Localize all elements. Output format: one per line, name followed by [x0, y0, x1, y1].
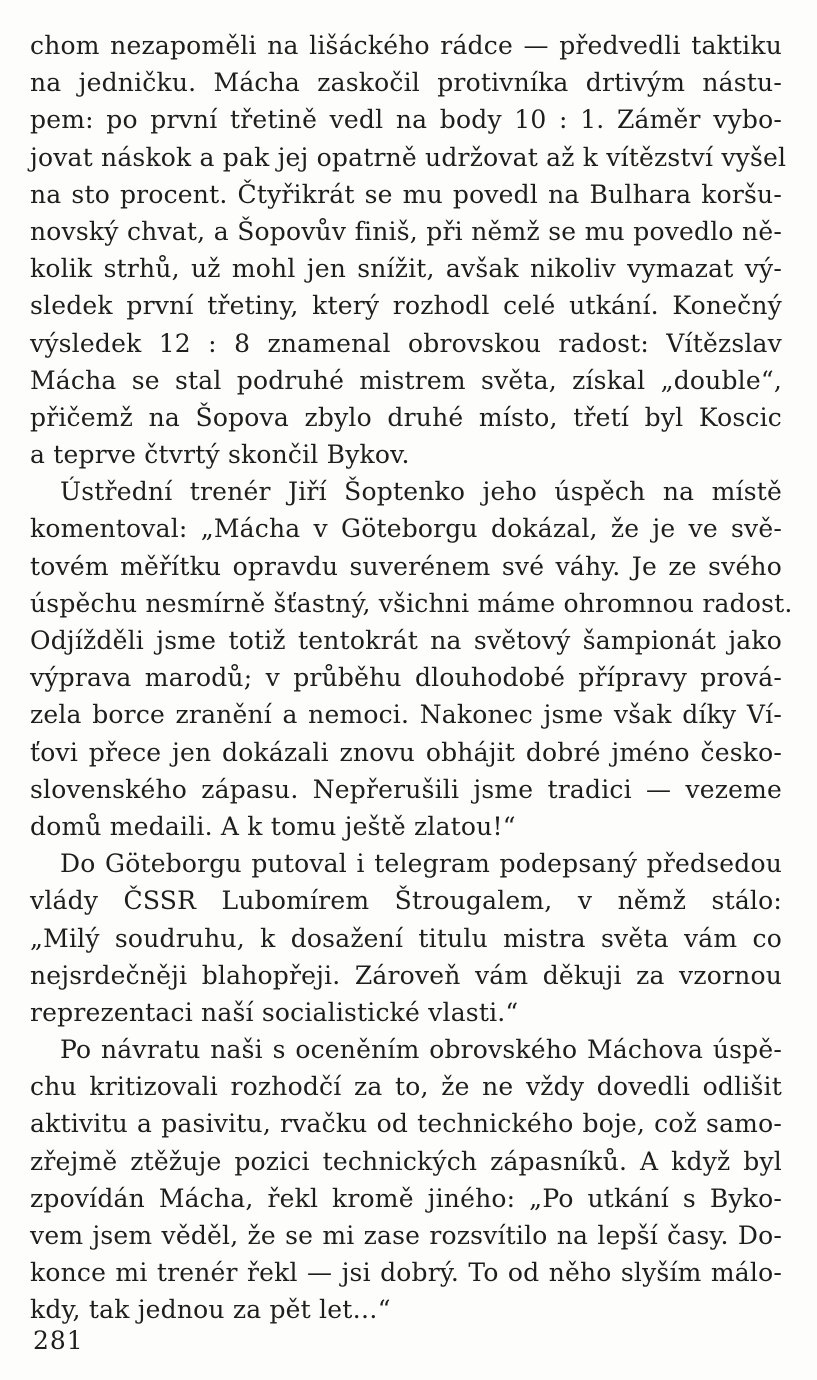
text-line: kdy, tak jednou za pět let…“ — [30, 1295, 391, 1325]
text-line: vlády ČSSR Lubomírem Štrougalem, v němž stálo: — [30, 886, 782, 916]
text-line: úspěchu nesmírně šťastný, všichni máme ohromnou radost. — [30, 588, 793, 618]
text-line: zela borce zranění a nemoci. Nakonec jsme však díky Ví- — [30, 700, 782, 730]
text-line: Odjížděli jsme totiž tentokrát na světový šampionát jako — [30, 626, 782, 655]
text-line: aktivitu a pasivitu, rvačku od technického boje, což samo- — [30, 1109, 782, 1139]
text-line: Po návratu naši s oceněním obrovského Máchova úspě- — [60, 1035, 782, 1065]
text-line: Mácha se stal podruhé mistrem světa, získal „double“, — [30, 365, 782, 395]
text-line: domů medaili. A k tomu ještě zlatou!“ — [30, 811, 516, 841]
text-line: na sto procent. Čtyřikrát se mu povedl na Bulhara koršu- — [30, 179, 782, 209]
text-line: slovenského zápasu. Nepřerušili jsme tradici — vezeme — [30, 774, 782, 804]
text-line: nejsrdečněji blahopřeji. Zároveň vám děkuji za vzornou — [30, 960, 782, 990]
text-line: výsledek 12 : 8 znamenal obrovskou radost: Vítězslav — [30, 328, 782, 358]
text-line: chu kritizovali rozhodčí za to, že ne vždy dovedli odlišit — [30, 1072, 782, 1102]
text-line: zřejmě ztěžuje pozici technických zápasníků. A když byl — [30, 1146, 782, 1176]
text-line: reprezentaci naší socialistické vlasti.“ — [30, 997, 519, 1027]
text-line: výprava marodů; v průběhu dlouhodobé přípravy prová- — [30, 663, 782, 693]
text-line: chom nezapoměli na lišáckého rádce — předvedli taktiku — [30, 31, 782, 60]
text-line: Do Göteborgu putoval i telegram podepsaný předsedou — [60, 849, 782, 879]
text-line: komentoval: „Mácha v Göteborgu dokázal, že je ve svě- — [30, 514, 782, 544]
text-line: ťovi přece jen dokázali znovu obhájit dobré jméno česko- — [30, 737, 782, 767]
text-line: zpovídán Mácha, řekl kromě jiného: „Po utkání s Byko- — [30, 1183, 782, 1213]
text-line: sledek první třetiny, který rozhodl celé utkání. Konečný — [30, 291, 782, 321]
text-line: konce mi trenér řekl — jsi dobrý. To od něho slyším málo- — [30, 1258, 782, 1288]
body-text — [30, 27, 793, 1329]
text-line: Ústřední trenér Jiří Šoptenko jeho úspěch na místě — [60, 477, 782, 507]
text-line: „Milý soudruhu, k dosažení titulu mistra světa vám co — [30, 923, 782, 953]
text-line: vem jsem věděl, že se mi zase rozsvítilo na lepší časy. Do- — [30, 1221, 782, 1250]
text-line: přičemž na Šopova zbylo druhé místo, třetí byl Koscic — [30, 402, 782, 432]
text-line: novský chvat, a Šopovův finiš, při němž se mu povedlo ně- — [30, 216, 782, 246]
text-line: tovém měřítku opravdu suverénem své váhy. Je ze svého — [30, 551, 782, 581]
text-line: kolik strhů, už mohl jen snížit, avšak nikoliv vymazat vý- — [30, 254, 782, 284]
text-line: na jedničku. Mácha zaskočil protivníka drtivým nástu- — [30, 68, 782, 98]
text-line: a teprve čtvrtý skončil Bykov. — [30, 440, 410, 470]
page-number: 281 — [33, 1326, 84, 1355]
text-line: pem: po první třetině vedl na body 10 : 1. Záměr vybo- — [30, 105, 782, 135]
text-line: jovat náskok a pak jej opatrně udržovat až k vítězství vyšel — [30, 142, 787, 172]
